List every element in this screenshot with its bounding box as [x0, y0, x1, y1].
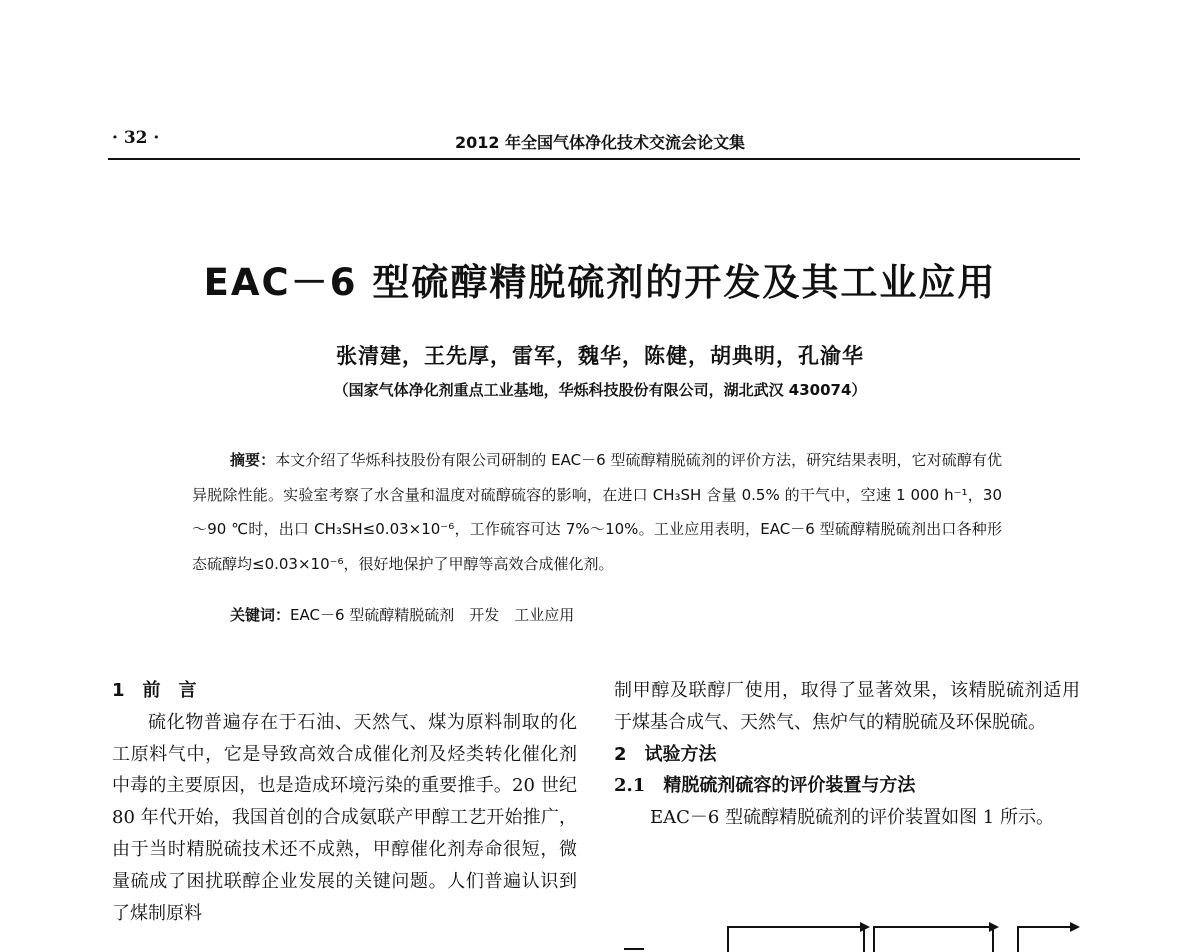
page-number: · 32 · [112, 128, 160, 148]
figure-pipe-1 [728, 927, 860, 952]
running-title: 2012 年全国气体净化技术交流会论文集 [454, 133, 746, 152]
continuation-paragraph: 制甲醇及联醇厂使用，取得了显著效果，该精脱硫剂适用于煤基合成气、天然气、焦炉气的精脱硫及环保脱硫。 [614, 680, 1080, 733]
abstract-label: 摘要： [230, 451, 276, 469]
header-rule [108, 158, 1080, 160]
figure-1-apparatus-fragment [614, 905, 1084, 952]
abstract [192, 443, 1002, 581]
methods-paragraph: EAC－6 型硫醇精脱硫剂的评价装置如图 1 所示。 [650, 807, 1054, 829]
intro-paragraph: 硫化物普遍存在于石油、天然气、煤为原料制取的化工原料气中，它是导致高效合成催化剂及烃类转化催化剂中毒的主要原因，也是造成环境污染的重要推手。20 世纪 80 年代开始，我国首创的合成氨联产甲醇工艺开始推广，由于当时精脱硫技术还不成熟，甲醇催化剂寿命很短，微量硫成了困扰联醇企业发展的关键问题。人们普遍认识到了煤制原料 [112, 711, 577, 924]
figure-arrow-3 [1070, 922, 1080, 932]
abstract-text: 本文介绍了华烁科技股份有限公司研制的 EAC－6 型硫醇精脱硫剂的评价方法，研究结果表明，它对硫醇有优异脱除性能。实验室考察了水含量和温度对硫醇硫容的影响，在进口 CH₃SH 含量 0.5% 的干气中，空速 1 000 h⁻¹，30～90 ℃时，出口 CH₃SH≤0.03×10⁻⁶，工作硫容可达 7%～10%。工业应用表明，EAC－6 型硫醇精脱硫剂出口各种形态硫醇均≤0.03×10⁻⁶，很好地保护了甲醇等高效合成催化剂。 [192, 451, 1002, 573]
left-column [112, 675, 577, 929]
authors: 张清建，王先厚，雷军，魏华，陈健，胡典明，孔渝华 [336, 343, 864, 368]
section-heading-methods: 2 试验方法 [614, 743, 717, 765]
keywords [230, 604, 574, 625]
keywords-text: EAC－6 型硫醇精脱硫剂 开发 工业应用 [290, 606, 575, 624]
section-heading-intro: 1 前 言 [112, 680, 197, 701]
paper-title: EAC－6 型硫醇精脱硫剂的开发及其工业应用 [203, 261, 997, 304]
subsection-heading: 2.1 精脱硫剂硫容的评价装置与方法 [614, 775, 916, 797]
affiliation: （国家气体净化剂重点工业基地，华烁科技股份有限公司，湖北武汉 430074） [333, 381, 867, 399]
right-column [614, 675, 1080, 834]
keywords-label: 关键词： [230, 606, 291, 624]
figure-pipe-3 [1018, 927, 1070, 952]
figure-pipe-2 [874, 927, 989, 952]
